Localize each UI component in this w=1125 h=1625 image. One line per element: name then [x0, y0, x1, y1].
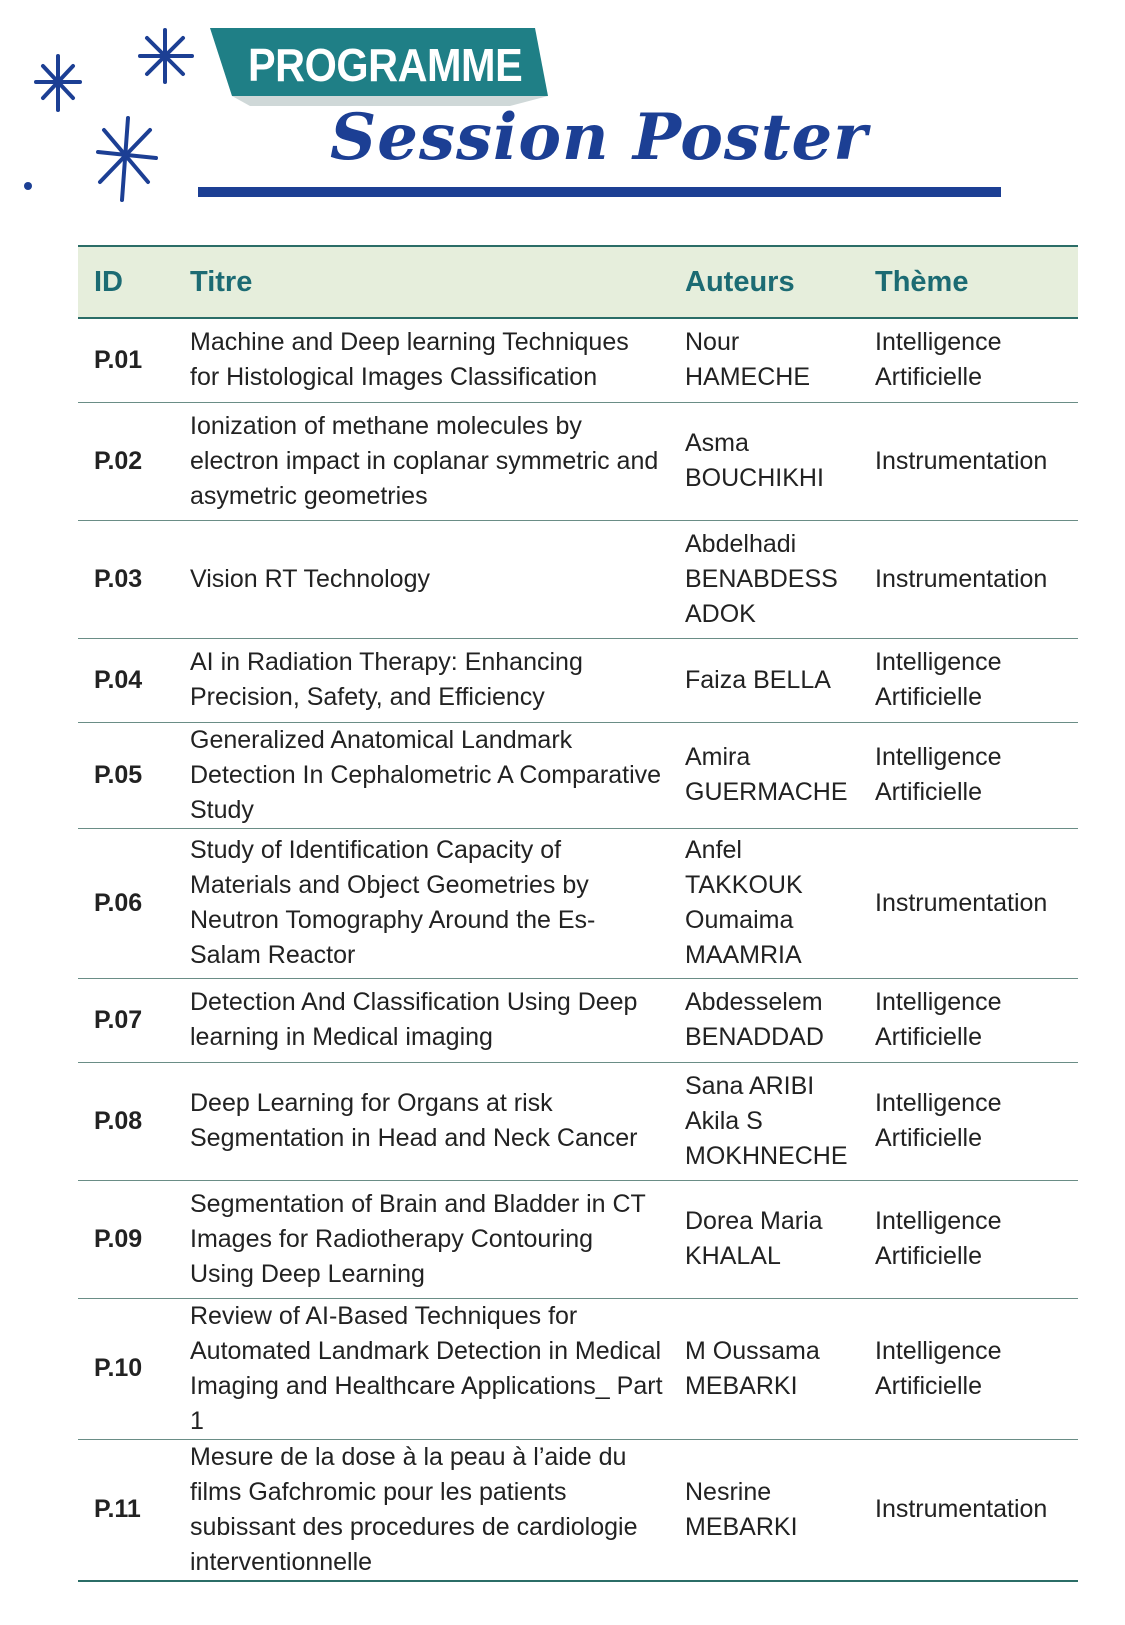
- poster-id: P.10: [78, 1298, 174, 1439]
- poster-theme: Intelligence Artificielle: [859, 1298, 1078, 1439]
- title-divider: [198, 187, 1001, 197]
- poster-id: P.05: [78, 722, 174, 828]
- poster-title: Deep Learning for Organs at risk Segmentation in Head and Neck Cancer: [174, 1062, 669, 1180]
- poster-theme: Intelligence Artificielle: [859, 638, 1078, 722]
- table-header-row: [78, 246, 1078, 318]
- poster-authors: Abdesselem BENADDAD: [669, 978, 859, 1062]
- table-row: [78, 828, 1078, 978]
- dot-icon: [24, 182, 32, 190]
- program-table: [78, 245, 1078, 1582]
- poster-id: P.07: [78, 978, 174, 1062]
- poster-title: AI in Radiation Therapy: Enhancing Precision, Safety, and Efficiency: [174, 638, 669, 722]
- poster-title: Segmentation of Brain and Bladder in CT Images for Radiotherapy Contouring Using Deep Learning: [174, 1180, 669, 1298]
- poster-theme: Instrumentation: [859, 520, 1078, 638]
- poster-theme: Intelligence Artificielle: [859, 1062, 1078, 1180]
- poster-id: P.09: [78, 1180, 174, 1298]
- banner-label: PROGRAMME: [248, 39, 523, 91]
- poster-theme: Intelligence Artificielle: [859, 722, 1078, 828]
- poster-authors: Anfel TAKKOUK Oumaima MAAMRIA: [669, 828, 859, 978]
- poster-title: Vision RT Technology: [174, 520, 669, 638]
- poster-authors: Faiza BELLA: [669, 638, 859, 722]
- page-title: Session Poster: [330, 100, 868, 175]
- column-header-title: Titre: [174, 246, 669, 318]
- table-row: [78, 978, 1078, 1062]
- poster-theme: Instrumentation: [859, 1439, 1078, 1581]
- poster-authors: Asma BOUCHIKHI: [669, 402, 859, 520]
- table-row: [78, 1298, 1078, 1439]
- poster-id: P.01: [78, 318, 174, 402]
- poster-id: P.03: [78, 520, 174, 638]
- poster-authors: Dorea Maria KHALAL: [669, 1180, 859, 1298]
- poster-theme: Intelligence Artificielle: [859, 318, 1078, 402]
- star-icon: [140, 30, 192, 82]
- column-header-authors: Auteurs: [669, 246, 859, 318]
- poster-id: P.06: [78, 828, 174, 978]
- poster-id: P.02: [78, 402, 174, 520]
- poster-authors: Sana ARIBI Akila S MOKHNECHE: [669, 1062, 859, 1180]
- poster-authors: Amira GUERMACHE: [669, 722, 859, 828]
- poster-title: Detection And Classification Using Deep learning in Medical imaging: [174, 978, 669, 1062]
- table-row: [78, 1439, 1078, 1581]
- table-row: [78, 520, 1078, 638]
- decorative-stars: [0, 0, 220, 220]
- poster-theme: Instrumentation: [859, 828, 1078, 978]
- poster-id: P.08: [78, 1062, 174, 1180]
- poster-title: Generalized Anatomical Landmark Detection In Cephalometric A Comparative Study: [174, 722, 669, 828]
- poster-authors: Nour HAMECHE: [669, 318, 859, 402]
- poster-title: Mesure de la dose à la peau à l’aide du films Gafchromic pour les patients subissant des procedures de cardiologie interventionnelle: [174, 1439, 669, 1581]
- poster-theme: Intelligence Artificielle: [859, 1180, 1078, 1298]
- poster-theme: Instrumentation: [859, 402, 1078, 520]
- star-icon: [98, 118, 156, 200]
- poster-title: Review of AI-Based Techniques for Automated Landmark Detection in Medical Imaging and Healthcare Applications_ Part 1: [174, 1298, 669, 1439]
- poster-title: Study of Identification Capacity of Materials and Object Geometries by Neutron Tomography Around the Es-Salam Reactor: [174, 828, 669, 978]
- star-icon: [36, 56, 80, 110]
- table-row: [78, 318, 1078, 402]
- table-row: [78, 1180, 1078, 1298]
- poster-authors: M Oussama MEBARKI: [669, 1298, 859, 1439]
- table-row: [78, 638, 1078, 722]
- column-header-theme: Thème: [859, 246, 1078, 318]
- table-row: [78, 402, 1078, 520]
- poster-title: Machine and Deep learning Techniques for Histological Images Classification: [174, 318, 669, 402]
- poster-title: Ionization of methane molecules by electron impact in coplanar symmetric and asymetric geometries: [174, 402, 669, 520]
- column-header-id: ID: [78, 246, 174, 318]
- poster-authors: Abdelhadi BENABDESS ADOK: [669, 520, 859, 638]
- table-row: [78, 1062, 1078, 1180]
- poster-authors: Nesrine MEBARKI: [669, 1439, 859, 1581]
- poster-id: P.11: [78, 1439, 174, 1581]
- poster-theme: Intelligence Artificielle: [859, 978, 1078, 1062]
- table-row: [78, 722, 1078, 828]
- poster-id: P.04: [78, 638, 174, 722]
